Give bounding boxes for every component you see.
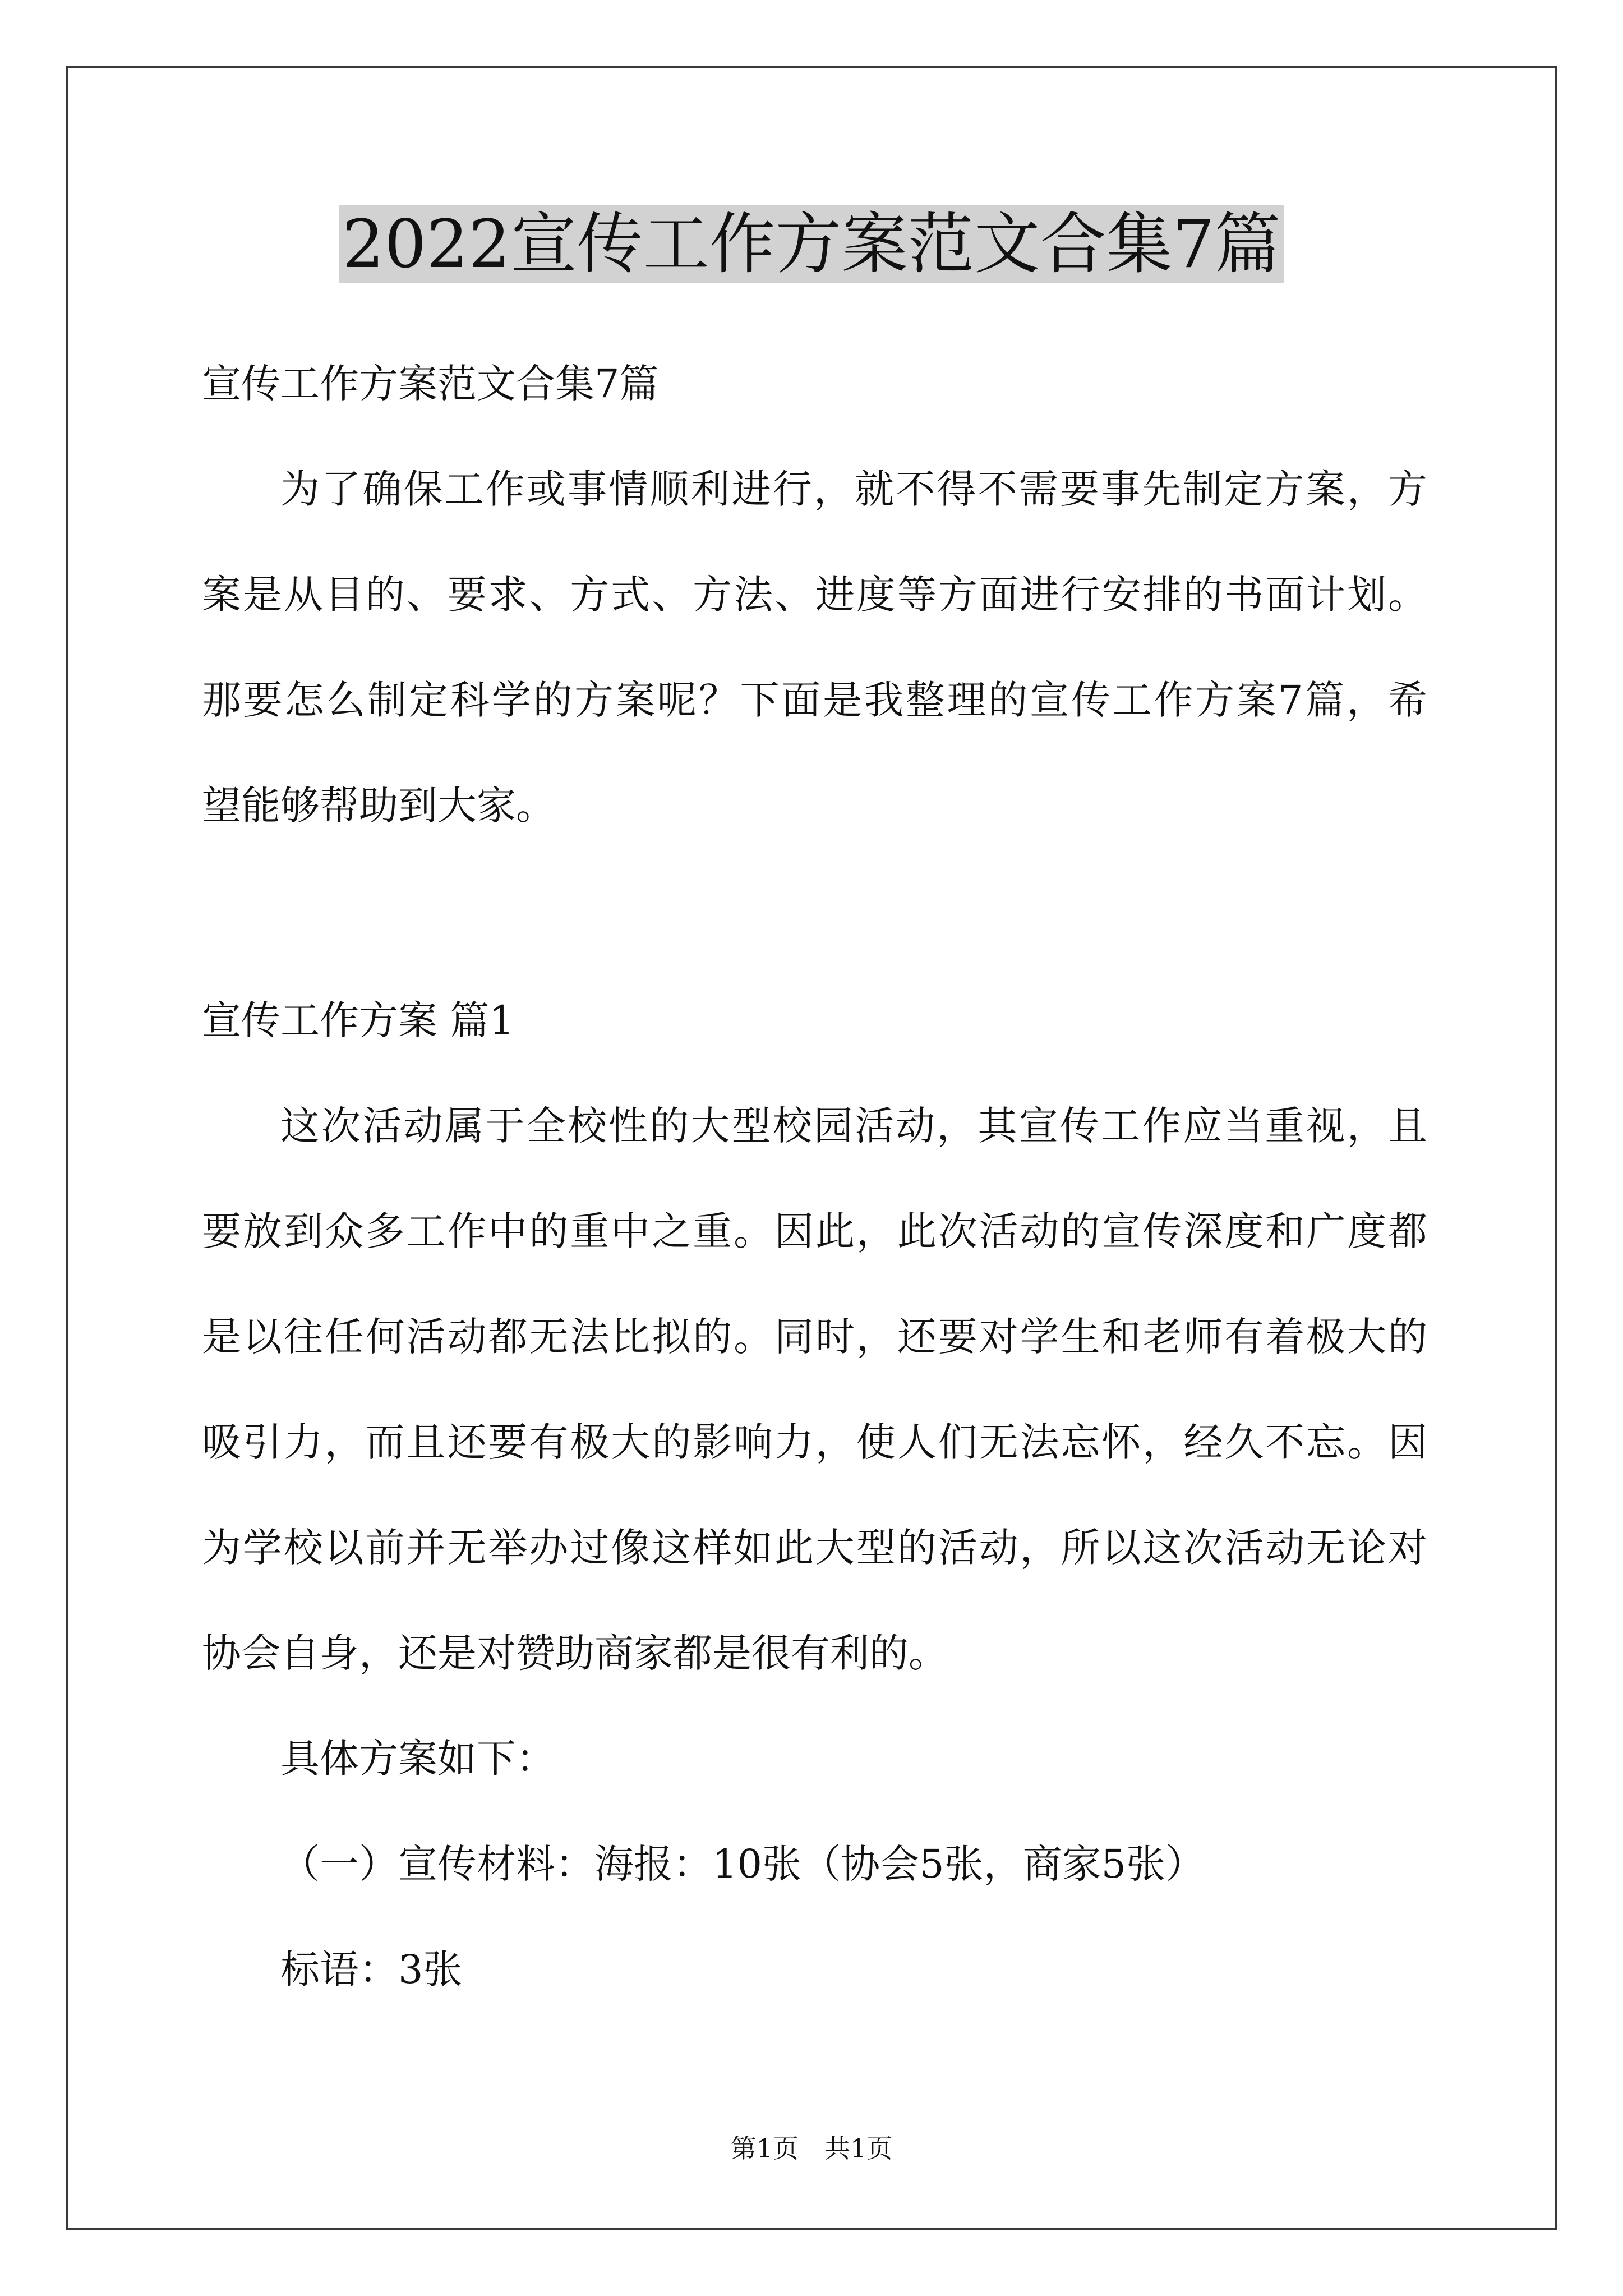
plan-intro: 具体方案如下： bbox=[280, 1736, 555, 1782]
section1-heading: 宣传工作方案 篇1 bbox=[202, 997, 514, 1043]
section1-paragraph bbox=[202, 1073, 1427, 1706]
intro-line: 案是从目的、要求、方式、方法、进度等方面进行安排的书面计划。 bbox=[202, 572, 1427, 618]
section1-line: 吸引力，而且还要有极大的影响力，使人们无法忘怀，经久不忘。因 bbox=[202, 1419, 1427, 1465]
materials-line: （一）宣传材料：海报：10张（协会5张，商家5张） bbox=[280, 1841, 1205, 1887]
page-footer: 第1页 共1页 bbox=[730, 2133, 893, 2164]
intro-line: 望能够帮助到大家。 bbox=[202, 783, 555, 829]
section1-line: 协会自身，还是对赞助商家都是很有利的。 bbox=[202, 1630, 948, 1676]
document-title bbox=[0, 199, 1623, 289]
section1-line: 是以往任何活动都无法比拟的。同时，还要对学生和老师有着极大的 bbox=[202, 1314, 1427, 1360]
slogans-line: 标语：3张 bbox=[280, 1947, 463, 1993]
document-title-text: 2022宣传工作方案范文合集7篇 bbox=[339, 205, 1284, 283]
intro-line: 为了确保工作或事情顺利进行，就不得不需要事先制定方案，方 bbox=[280, 466, 1427, 512]
intro-paragraph bbox=[202, 436, 1427, 858]
section1-line: 这次活动属于全校性的大型校园活动，其宣传工作应当重视，且 bbox=[280, 1103, 1427, 1149]
document-subtitle: 宣传工作方案范文合集7篇 bbox=[202, 361, 659, 407]
section1-line: 要放到众多工作中的重中之重。因此，此次活动的宣传深度和广度都 bbox=[202, 1208, 1427, 1254]
section1-line: 为学校以前并无举办过像这样如此大型的活动，所以这次活动无论对 bbox=[202, 1525, 1427, 1571]
intro-line: 那要怎么制定科学的方案呢？下面是我整理的宣传工作方案7篇，希 bbox=[202, 677, 1427, 723]
